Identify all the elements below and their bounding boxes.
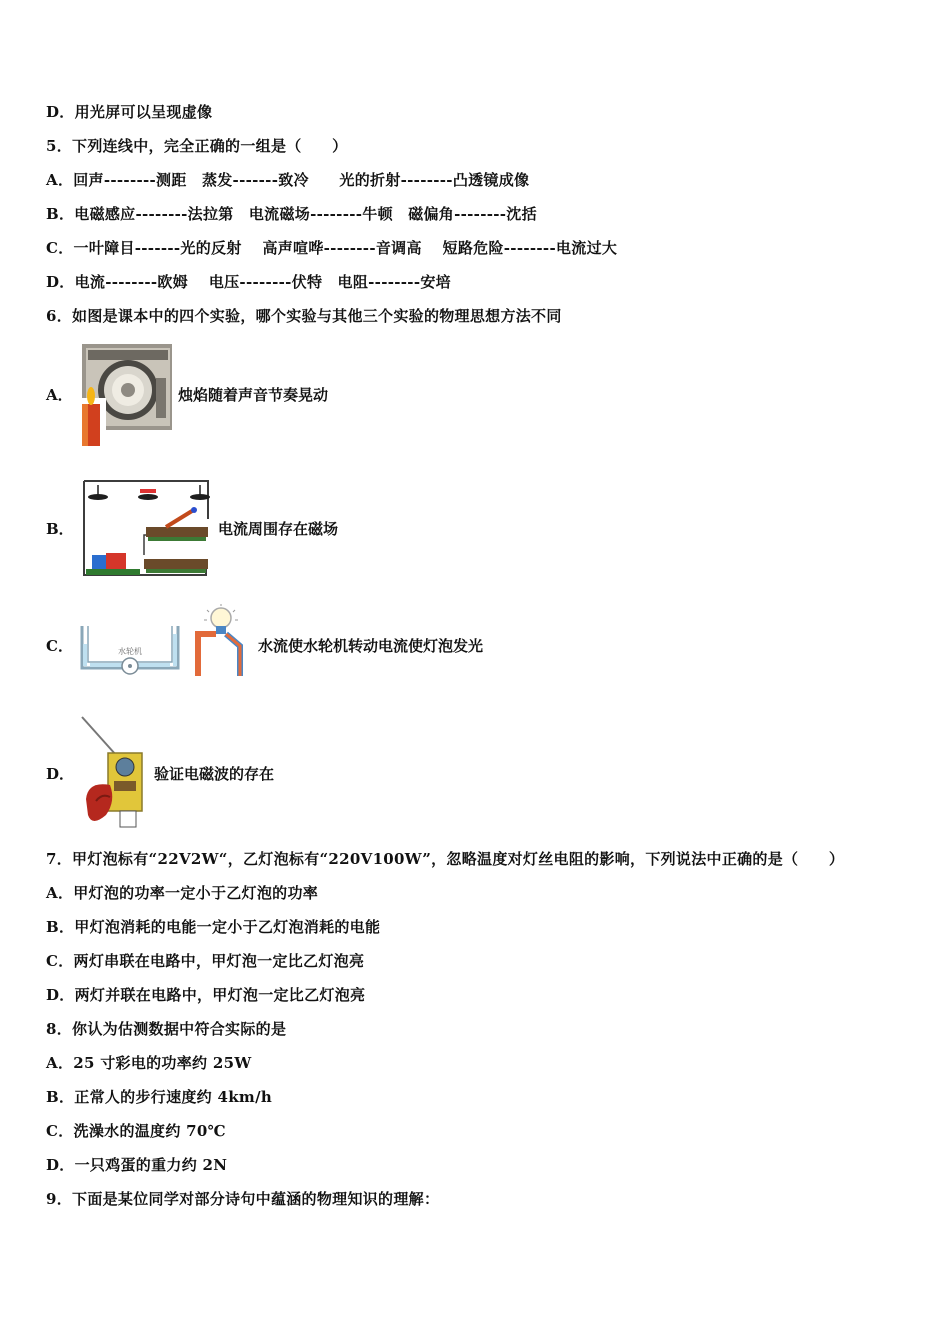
turbine-label: 水轮机: [118, 647, 142, 656]
speaker-candle-figure: [76, 338, 176, 450]
option-letter: A．: [46, 385, 73, 404]
water-turbine-bulb-figure: [76, 604, 256, 686]
option-text: 验证电磁波的存在: [154, 764, 275, 783]
q8-stem: 8．你认为估测数据中符合实际的是: [46, 1020, 287, 1038]
q6-option-d: [46, 715, 274, 831]
q8-option-b: B．正常人的步行速度约 4km/h: [46, 1088, 273, 1106]
q5-option-a: A．回声--------测距 蒸发-------致冷 光的折射--------凸透镜成像: [46, 171, 530, 189]
q5-option-c: C．一叶障目-------光的反射 高声喧哗--------音调高 短路危险--------电流过大: [46, 239, 618, 257]
circuit-compass-figure: [76, 475, 216, 581]
option-letter: C．: [46, 636, 73, 655]
option-text: 水流使水轮机转动电流使灯泡发光: [258, 636, 484, 655]
radio-figure: [76, 715, 152, 831]
q7-stem: 7．甲灯泡标有“22V2W“，乙灯泡标有“220V100W”，忽略温度对灯丝电阻的影响，下列说法中正确的是（ ）: [46, 850, 845, 868]
q7-option-c: C．两灯串联在电路中，甲灯泡一定比乙灯泡亮: [46, 952, 365, 970]
option-letter: B．: [46, 519, 74, 538]
option-text: 电流周围存在磁场: [218, 519, 339, 538]
option-letter: D．: [46, 764, 75, 783]
q7-option-d: D．两灯并联在电路中，甲灯泡一定比乙灯泡亮: [46, 986, 366, 1004]
q7-option-b: B．甲灯泡消耗的电能一定小于乙灯泡消耗的电能: [46, 918, 381, 936]
q5-option-d: D．电流--------欧姆 电压--------伏特 电阻--------安培: [46, 273, 451, 291]
q4-option-d: D．用光屏可以呈现虚像: [46, 103, 213, 121]
q6-stem: 6．如图是课本中的四个实验，哪个实验与其他三个实验的物理思想方法不同: [46, 307, 562, 325]
q7-option-a: A．甲灯泡的功率一定小于乙灯泡的功率: [46, 884, 319, 902]
q8-option-d: D．一只鸡蛋的重力约 2N: [46, 1156, 228, 1174]
q9-stem: 9．下面是某位同学对部分诗句中蕴涵的物理知识的理解：: [46, 1190, 440, 1208]
q8-option-c: C．洗澡水的温度约 70℃: [46, 1122, 226, 1140]
q6-option-c: [46, 604, 483, 686]
q6-option-b: [46, 475, 338, 581]
q5-option-b: B．电磁感应--------法拉第 电流磁场--------牛顿 磁偏角--------沈括: [46, 205, 537, 223]
q5-stem: 5．下列连线中，完全正确的一组是（ ）: [46, 137, 348, 155]
q6-option-a: [46, 338, 328, 450]
q8-option-a: A．25 寸彩电的功率约 25W: [46, 1054, 252, 1072]
option-text: 烛焰随着声音节奏晃动: [178, 385, 329, 404]
